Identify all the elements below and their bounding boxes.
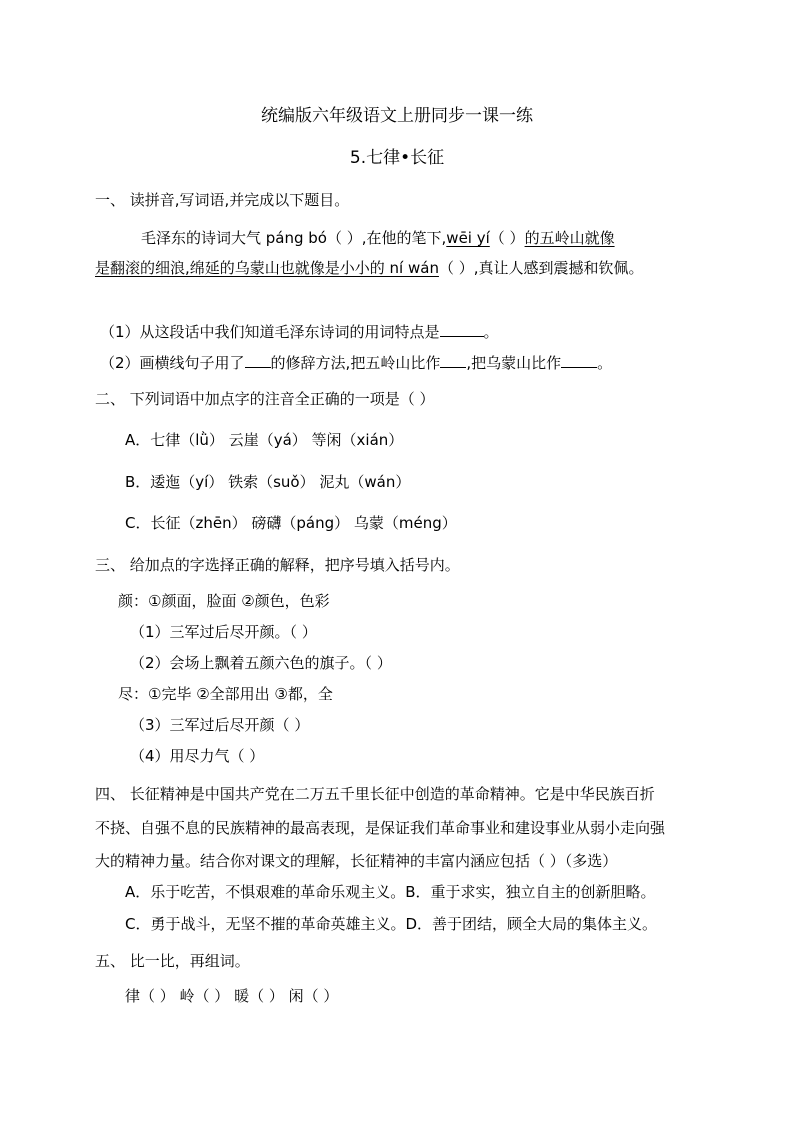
underlined-sentence: 的五岭山就像 [524,229,615,247]
answer-bracket: （ ） [489,229,525,247]
underlined-sentence: 是翻滚的细浪,绵延的乌蒙山也就像是小小的 ní wán [95,259,439,277]
passage-text: （ ）,真让人感到震撼和钦佩。 [438,259,644,277]
options-a-b[interactable]: A．乐于吃苦，不惧艰难的革命乐观主义。B．重于求实，独立自主的创新胆略。 [125,883,656,901]
definition-jin: 尽：①完毕 ②全部用出 ③都，全 [118,685,333,703]
option-a[interactable]: A．七律（lǜ） 云崖（yá） 等闲（xián） [125,431,404,449]
section-3-question-3: （3）三军过后尽开颜（ ） [130,716,310,734]
section-3-question-4: （4）用尽力气（ ） [130,747,265,765]
section-3-question-1: （1）三军过后尽开颜。（ ） [130,623,317,641]
section-1-passage-line-2 [95,258,644,278]
word-groups: 律（ ） 岭（ ） 暖（ ） 闲（ ） [125,987,339,1005]
section-1-heading: 一、 读拼音,写词语,并完成以下题目。 [95,191,350,209]
answer-blank[interactable] [561,353,597,368]
section-1-question-2: （2）画横线句子用了 的修辞方法,把五岭山比作 ,把乌蒙山比作 。 [100,354,613,372]
options-c-d[interactable]: C．勇于战斗，无坚不摧的革命英雄主义。D．善于团结，顾全大局的集体主义。 [125,915,658,933]
section-3-question-2: （2）会场上飘着五颜六色的旗子。（ ） [130,654,392,672]
section-1-question-1: （1）从这段话中我们知道毛泽东诗词的用词特点是 。 [100,323,499,341]
answer-blank[interactable] [440,353,466,368]
section-2-heading: 二、 下列词语中加点字的注音全正确的一项是（ ） [95,390,435,408]
answer-blank[interactable] [245,353,271,368]
section-4-line-1: 四、 长征精神是中国共产党在二万五千里长征中创造的革命精神。它是中华民族百折 [95,785,655,803]
section-4-line-2: 不挠、自强不息的民族精神的最高表现，是保证我们革命事业和建设事业从弱小走向强 [95,819,666,837]
definition-yan: 颜：①颜面，脸面 ②颜色，色彩 [118,592,330,610]
option-b[interactable]: B．逶迤（yí） 铁索（suǒ） 泥丸（wán） [125,473,411,491]
pinyin-weiyi: wēi yí [446,229,490,247]
passage-text: 毛泽东的诗词大气 páng bó（ ）,在他的笔下, [141,229,447,247]
answer-blank[interactable] [440,322,484,337]
option-c[interactable]: C．长征（zhēn） 磅礴（páng） 乌蒙（méng） [125,514,457,532]
section-5-heading: 五、 比一比，再组词。 [95,952,250,970]
section-3-heading: 三、 给加点的字选择正确的解释，把序号填入括号内。 [95,556,460,574]
page-title: 统编版六年级语文上册同步一课一练 [261,106,533,126]
section-4-line-3: 大的精神力量。结合你对课文的理解，长征精神的丰富内涵应包括（ ）（多选） [95,852,618,870]
lesson-title: 5.七律•长征 [349,148,445,168]
section-1-passage-line-1 [141,228,615,248]
